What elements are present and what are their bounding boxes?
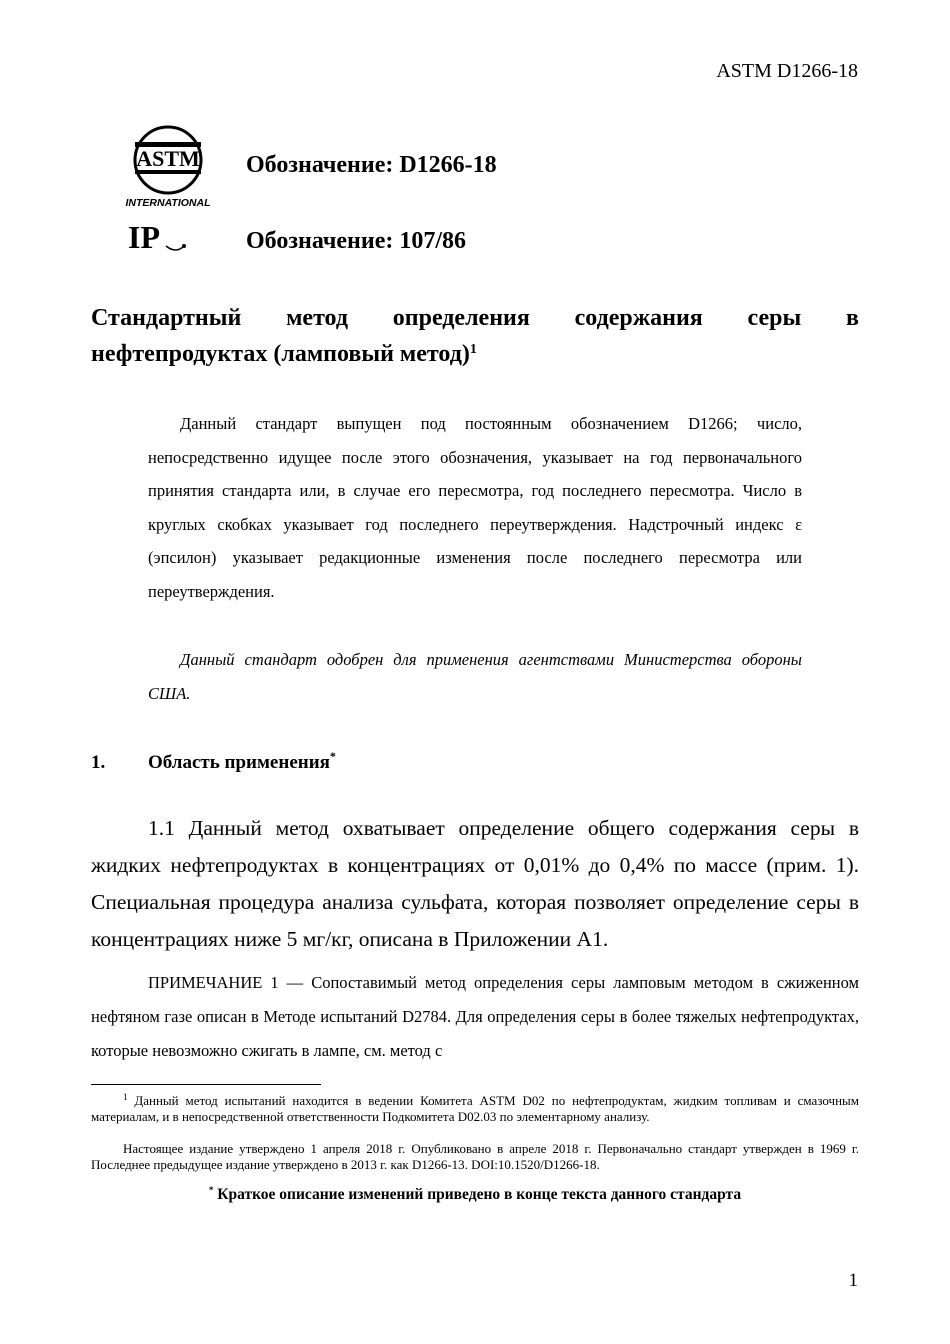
astm-logo <box>118 124 218 210</box>
footnote-1-text: Данный метод испытаний находится в ведении Комитета ASTM D02 по нефтепродуктам, жидким топливам и смазочным материалам, и в непосредственной ответственности Подкомитета D02.03 по элементарному анализу. <box>91 1093 859 1124</box>
astm-logo-text: ASTM <box>136 146 200 171</box>
header-code: ASTM D1266-18 <box>716 60 858 82</box>
footnote-1 <box>91 1093 859 1124</box>
designation-astm: Обозначение: D1266-18 <box>246 152 497 178</box>
note-1: ПРИМЕЧАНИЕ 1 — Сопоставимый метод определения серы ламповым методом в сжиженном нефтяном газе описан в Методе испытаний D2784. Для определения серы в более тяжелых нефтепродуктах, которые невозможно сжигать в лампе, см. метод с <box>91 973 859 1060</box>
intro-paragraph: Данный стандарт выпущен под постоянным обозначением D1266; число, непосредственно идущее после этого обозначения, указывает на год первоначального принятия стандарта или, в случае его пересмотра, год последнего пересмотра. Число в круглых скобках указывает год последнего переутверждения. Надстрочный индекс ε (эпсилон) указывает редакционные изменения после последнего пересмотра или переутверждения. <box>148 414 802 601</box>
title-line-1: Стандартный метод определения содержания серы в <box>91 305 859 331</box>
ip-logo <box>126 220 188 256</box>
footnote-1-mark: 1 <box>123 1092 128 1102</box>
section-title-text: Область применения <box>148 752 330 773</box>
footnote-separator <box>91 1084 321 1085</box>
footnote-changes <box>91 1186 859 1204</box>
title-footnote-mark: 1 <box>469 342 477 357</box>
section-title <box>148 749 336 774</box>
approval-paragraph: Данный стандарт одобрен для применения агентствами Министерства обороны США. <box>148 650 802 703</box>
section-number: 1. <box>91 752 106 773</box>
document-title <box>91 300 859 372</box>
ip-logo-text: IP <box>128 220 160 255</box>
designation-ip: Обозначение: 107/86 <box>246 228 467 254</box>
footnote-changes-text: Краткое описание изменений приведено в конце текста данного стандарта <box>217 1186 742 1203</box>
footnote-2: Настоящее издание утверждено 1 апреля 2018 г. Опубликовано в апреле 2018 г. Первоначально стандарт утвержден в 1969 г. Последнее предыдущее издание утверждено в 2013 г. как D1266-13. DOI:10.1520/D1266-18. <box>91 1141 859 1172</box>
paragraph-1-1: 1.1 Данный метод охватывает определение общего содержания серы в жидких нефтепродуктах в концентрациях от 0,01% до 0,4% по массе (прим. 1). Специальная процедура анализа сульфата, которая позволяет определение серы в концентрациях ниже 5 мг/кг, описана в Приложении A1. <box>91 816 859 951</box>
section-title-mark: * <box>329 749 336 763</box>
astm-logo-subtext: INTERNATIONAL <box>125 197 211 209</box>
title-line-2: нефтепродуктах (ламповый метод) <box>91 341 470 367</box>
page-number: 1 <box>848 1270 858 1291</box>
footnote-changes-mark: * <box>208 1185 214 1195</box>
